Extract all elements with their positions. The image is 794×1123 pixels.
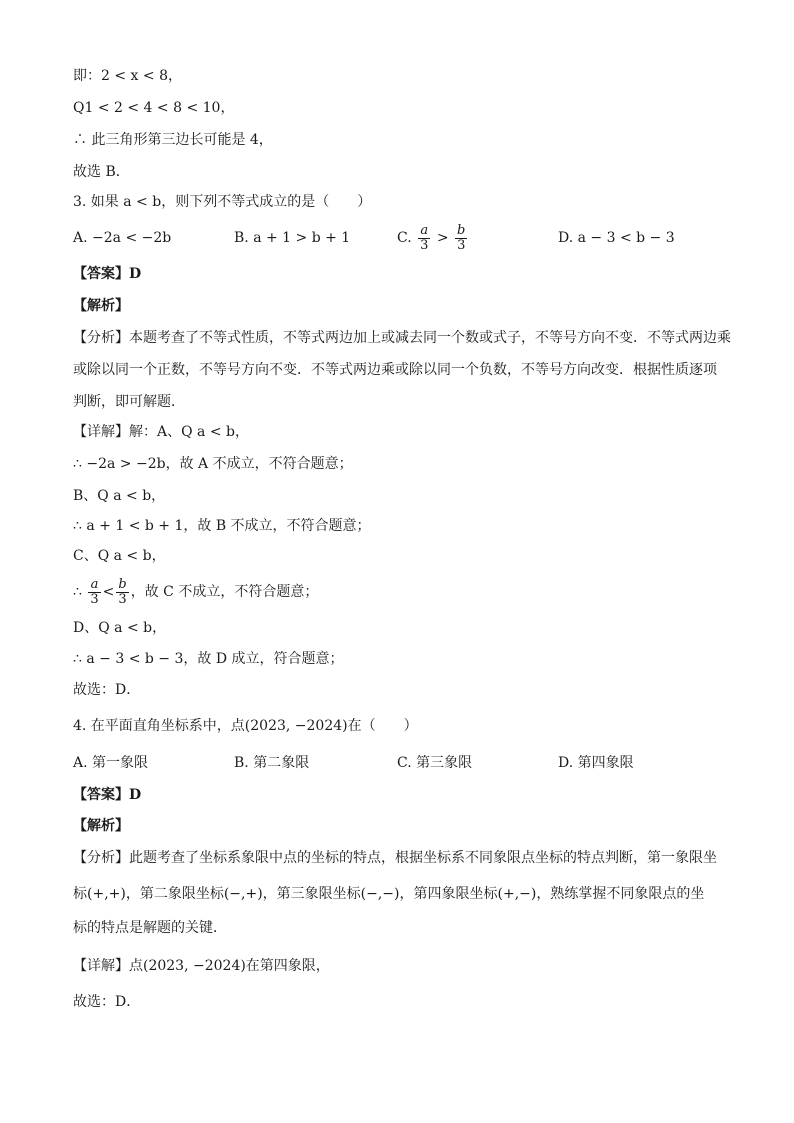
detail-text: 【详解】解：A、Q a < b， [73, 424, 249, 440]
text-line: 即：2 < x < 8， [73, 68, 182, 84]
detail-text: ∴ −2a > −2b，故 A 不成立，不符合题意； [73, 456, 353, 472]
text-line: 故选 B． [73, 164, 130, 180]
question-4: 4. 在平面直角坐标系中，点(2023, −2024)在（ ） [73, 718, 418, 734]
q4-option-c: C. 第三象限 [397, 755, 473, 771]
therefore-symbol: ∴ [73, 584, 82, 600]
q4-option-a: A. 第一象限 [73, 755, 149, 771]
answer-label: 【答案】D [73, 266, 142, 282]
fraction-numerator: b [457, 222, 466, 238]
fraction-numerator: a [418, 224, 430, 239]
fraction-a-over-3 [418, 224, 430, 253]
analysis-text: 标的特点是解题的关键． [73, 920, 227, 936]
detail-text: ∴ a − 3 < b − 3，故 D 成立，符合题意； [73, 651, 344, 667]
fraction-denominator: 3 [420, 237, 429, 253]
q3-option-c-label: C. [397, 230, 412, 246]
analysis-label: 【解析】 [73, 818, 129, 834]
analysis-text: 【分析】此题考查了坐标系象限中点的坐标的特点，根据坐标系不同象限点坐标的特点判断，第一象限坐 [73, 850, 717, 866]
fraction-b-over-3 [455, 224, 467, 253]
detail-text: 故选：D． [73, 682, 141, 698]
q3-option-d: D. a − 3 < b − 3 [558, 230, 675, 246]
text-line: ∴ 此三角形第三边长可能是 4， [73, 132, 273, 148]
analysis-text: 【分析】本题考查了不等式性质，不等式两边加上或减去同一个数或式子，不等号方向不变．不等式两边乘 [73, 330, 731, 346]
detail-text-fraction [73, 572, 318, 612]
text-line: Q1 < 2 < 4 < 8 < 10， [73, 100, 235, 116]
detail-text: ∴ a + 1 < b + 1，故 B 不成立，不符合题意； [73, 518, 371, 534]
fraction-a-over-3 [88, 578, 100, 607]
analysis-text: 判断，即可解题． [73, 394, 185, 410]
question-3: 3. 如果 a < b，则下列不等式成立的是（ ） [73, 194, 372, 210]
q4-option-b: B. 第二象限 [234, 755, 310, 771]
q3-option-c [397, 218, 469, 258]
fraction-denominator: 3 [90, 591, 99, 607]
fraction-denominator: 3 [457, 237, 466, 253]
detail-text: D、Q a < b， [73, 620, 167, 636]
detail-text: C、Q a < b， [73, 548, 166, 564]
fraction-numerator: b [118, 576, 127, 592]
analysis-label: 【解析】 [73, 298, 129, 314]
detail-suffix: ，故 C 不成立，不符合题意； [130, 584, 319, 600]
inequality-sign: < [102, 584, 115, 600]
q4-option-d: D. 第四象限 [558, 755, 634, 771]
fraction-numerator: a [88, 578, 100, 593]
fraction-denominator: 3 [118, 591, 127, 607]
detail-text: B、Q a < b， [73, 488, 166, 504]
inequality-sign: > [436, 230, 449, 246]
q3-option-a: A. −2a < −2b [73, 230, 172, 246]
fraction-b-over-3 [116, 578, 128, 607]
analysis-text: 或除以同一个正数，不等号方向不变．不等式两边乘或除以同一个负数，不等号方向改变．根据性质逐项 [73, 362, 717, 378]
detail-text: 故选：D． [73, 994, 141, 1010]
q3-option-b: B. a + 1 > b + 1 [234, 230, 351, 246]
answer-label: 【答案】D [73, 787, 142, 803]
analysis-text: 标(+,+)，第二象限坐标(−,+)，第三象限坐标(−,−)，第四象限坐标(+,−)，熟练掌握不同象限点的坐 [73, 886, 705, 902]
detail-text: 【详解】点(2023, −2024)在第四象限， [73, 958, 330, 974]
